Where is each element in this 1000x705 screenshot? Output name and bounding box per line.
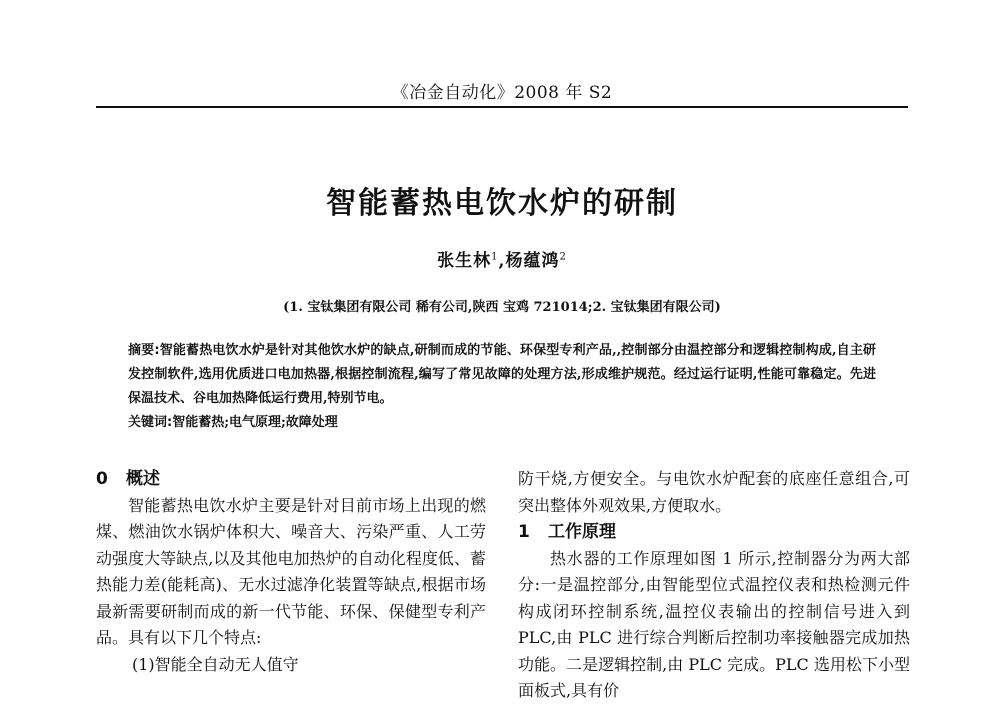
journal-header	[96, 70, 908, 108]
keywords-text: 智能蓄热;电气原理;故障处理	[172, 415, 338, 430]
author-1-name: 张生林	[437, 251, 492, 271]
affiliation: (1. 宝钛集团有限公司 稀有公司,陕西 宝鸡 721014;2. 宝钛集团有限公司)	[283, 300, 721, 315]
left-column	[96, 466, 486, 678]
author-2-sup: 2	[559, 251, 567, 263]
overview-paragraph: 智能蓄热电饮水炉主要是针对目前市场上出现的燃煤、燃油饮水锅炉体积大、噪音大、污染严重、人工劳动强度大等缺点,以及其他电加热炉的自动化程度低、蓄热能力差(能耗高)、无水过滤净化装置等缺点,根据市场最新需要研制而成的新一代节能、环保、保健型专利产品。具有以下几个特点:	[96, 495, 486, 647]
abstract	[128, 339, 876, 411]
author-2-name: ,杨蕴鸿	[498, 251, 560, 271]
section-0-number: 0	[96, 469, 108, 489]
paper-title: 智能蓄热电饮水炉的研制	[326, 186, 678, 221]
abstract-text: 智能蓄热电饮水炉是针对其他饮水炉的缺点,研制而成的节能、环保型专利产品,,控制部分由温控部分和逻辑控制构成,自主研发控制软件,选用优质进口电加热器,根据控制流程,编写了常见故障的处理方法,形成维护规范。经过运行证明,性能可靠稳定。先进保温技术、谷电加热降低运行费用,特别节电。	[128, 343, 877, 406]
author-1-sup: 1	[491, 251, 499, 263]
section-0-heading	[96, 466, 486, 493]
section-1-number: 1	[518, 522, 530, 542]
authors	[96, 246, 908, 271]
abstract-label: 摘要:	[128, 343, 160, 358]
journal-header-text: 《冶金自动化》2008 年 S2	[391, 83, 613, 103]
principle-paragraph: 热水器的工作原理如图 1 所示,控制器分为两大部分:一是温控部分,由智能型位式温控仪表和热检测元件构成闭环控制系统,温控仪表输出的控制信号进入到 PLC,由 PLC 进行综合判断后控制功率接触器完成加热功能。二是逻辑控制,由 PLC 完成。PLC 选用松下小型面板式,具有价	[518, 548, 910, 700]
keywords	[128, 411, 876, 435]
section-1-heading	[518, 519, 910, 546]
keywords-label: 关键词:	[128, 415, 173, 430]
section-1-title: 工作原理	[548, 522, 616, 542]
section-0-title: 概述	[126, 469, 160, 489]
feature-item-1: (1)智能全自动无人值守	[132, 654, 299, 674]
continued-paragraph: 防干烧,方便安全。与电饮水炉配套的底座任意组合,可突出整体外观效果,方便取水。	[518, 469, 910, 515]
right-column	[518, 466, 910, 705]
